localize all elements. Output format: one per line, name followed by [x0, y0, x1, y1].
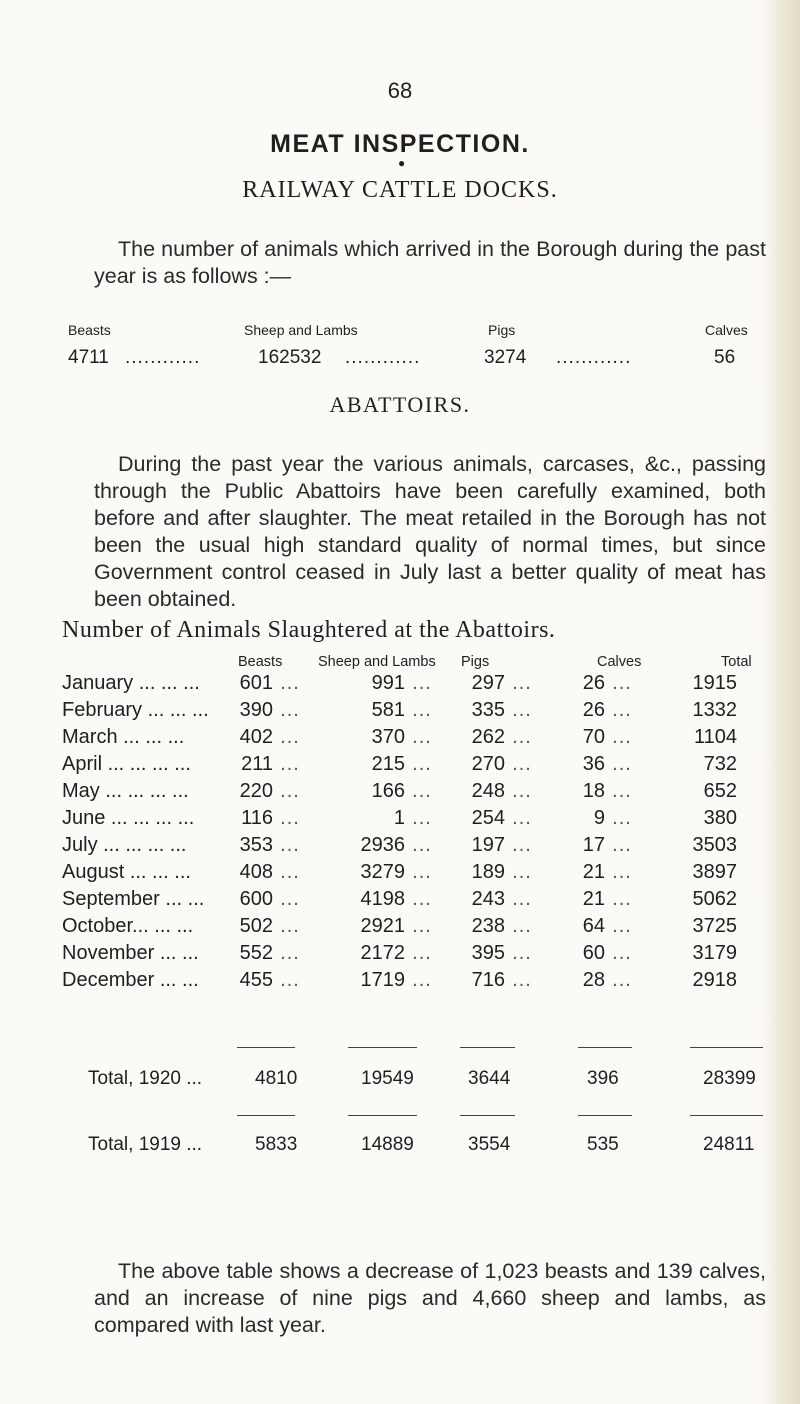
cell-sheep: 2172 — [360, 942, 405, 964]
month-label: August ... ... ... — [62, 861, 191, 883]
column-header-pigs: Pigs — [461, 654, 490, 670]
leader-dots: ... — [280, 942, 300, 964]
page-number: 68 — [387, 78, 413, 103]
cell-calves: 70 — [582, 726, 605, 748]
month-label: June ... ... ... ... — [62, 807, 195, 829]
table-row — [62, 670, 737, 697]
cell-total: 652 — [703, 780, 737, 802]
column-header-beasts: Beasts — [238, 654, 283, 670]
cell-calves: 36 — [582, 753, 605, 775]
month-label: September ... ... — [62, 888, 205, 910]
total-1920-sheep: 19549 — [361, 1068, 414, 1089]
cell-pigs: 243 — [471, 888, 505, 910]
leader-dots: ... — [412, 726, 432, 748]
total-rule — [237, 1047, 295, 1048]
table-title — [62, 617, 762, 644]
arrivals-header-pigs: Pigs — [488, 322, 516, 338]
total-rule — [690, 1047, 763, 1048]
total-rule — [690, 1115, 763, 1116]
total-1919-calves: 535 — [587, 1134, 619, 1155]
table-row — [62, 778, 737, 805]
table-row — [62, 940, 737, 967]
arrivals-header-beasts: Beasts — [68, 322, 111, 338]
table-row — [62, 886, 737, 913]
intro-paragraph: The number of animals which arrived in the Borough during the past year is as follows :— — [94, 237, 766, 288]
leader-dots: ... — [280, 726, 300, 748]
cell-total: 3897 — [692, 861, 737, 883]
cell-beasts: 408 — [239, 861, 273, 883]
leader-dots: ... — [512, 753, 532, 775]
cell-beasts: 116 — [241, 807, 273, 829]
leader-dots: ... — [280, 807, 300, 829]
leader-dots: ... — [280, 780, 300, 802]
leader-dots: ... — [512, 699, 532, 721]
table-row — [62, 832, 737, 859]
total-1920-label: Total, 1920 ... — [88, 1068, 203, 1089]
arrivals-value-beasts: 4711 — [68, 347, 109, 368]
column-header-sheep: Sheep and Lambs — [318, 654, 436, 670]
leader-dots: ... — [612, 861, 632, 883]
cell-sheep: 1 — [393, 807, 405, 829]
cell-pigs: 395 — [471, 942, 505, 964]
leader-dots: ............ — [125, 347, 201, 368]
arrivals-header-sheep: Sheep and Lambs — [244, 322, 358, 338]
slaughter-table — [62, 670, 737, 994]
leader-dots: ... — [412, 807, 432, 829]
cell-sheep: 2921 — [360, 915, 405, 937]
abattoirs-paragraph: During the past year the various animals, carcases, &c., passing through the Public Abattoirs have been carefully examined, both before and after slaughter. The meat retailed in the Borough has not been the usual high standard quality of normal times, but since Government control ceased in July last a better quality of meat has been obtained. — [94, 452, 766, 611]
month-label: October... ... ... — [62, 915, 194, 937]
leader-dots: ... — [280, 969, 300, 991]
leader-dots: ... — [512, 834, 532, 856]
leader-dots: ... — [612, 672, 632, 694]
cell-total: 3503 — [692, 834, 737, 856]
month-label: May ... ... ... ... — [62, 780, 189, 802]
cell-calves: 21 — [582, 861, 605, 883]
leader-dots: ... — [512, 969, 532, 991]
leader-dots: ... — [512, 942, 532, 964]
total-1919-sheep: 14889 — [361, 1134, 414, 1155]
leader-dots: ... — [280, 834, 300, 856]
cell-total: 3725 — [692, 915, 737, 937]
cell-sheep: 166 — [371, 780, 405, 802]
leader-dots: ... — [412, 969, 432, 991]
leader-dots: ... — [512, 780, 532, 802]
cell-total: 1104 — [693, 726, 737, 748]
leader-dots: ... — [512, 915, 532, 937]
total-1920-beasts: 4810 — [255, 1068, 298, 1089]
cell-pigs: 335 — [471, 699, 505, 721]
leader-dots: ... — [412, 780, 432, 802]
table-row — [62, 724, 737, 751]
cell-sheep: 3279 — [360, 861, 405, 883]
leader-dots: ... — [612, 726, 632, 748]
month-label: January ... ... ... — [62, 672, 200, 694]
total-1919-pigs: 3554 — [468, 1134, 511, 1155]
section-heading-railway: RAILWAY CATTLE DOCKS. — [242, 177, 558, 203]
total-rule — [578, 1115, 632, 1116]
cell-calves: 64 — [582, 915, 605, 937]
leader-dots: ... — [412, 888, 432, 910]
leader-dots: ... — [412, 942, 432, 964]
cell-pigs: 297 — [471, 672, 505, 694]
cell-total: 732 — [703, 753, 737, 775]
cell-pigs: 197 — [471, 834, 505, 856]
leader-dots: ... — [612, 888, 632, 910]
leader-dots: ... — [412, 834, 432, 856]
leader-dots: ... — [280, 915, 300, 937]
page-edge-shadow — [762, 0, 800, 1404]
cell-pigs: 716 — [471, 969, 505, 991]
leader-dots: ... — [512, 726, 532, 748]
cell-beasts: 353 — [239, 834, 273, 856]
leader-dots: ... — [412, 672, 432, 694]
total-rule — [237, 1115, 295, 1116]
arrivals-header-calves: Calves — [705, 322, 748, 338]
cell-total: 5062 — [692, 888, 737, 910]
cell-sheep: 581 — [371, 699, 405, 721]
leader-dots: ............ — [345, 347, 421, 368]
total-1920-calves: 396 — [587, 1068, 619, 1089]
cell-beasts: 455 — [239, 969, 273, 991]
cell-sheep: 2936 — [360, 834, 405, 856]
cell-sheep: 1719 — [360, 969, 405, 991]
total-rule — [460, 1115, 515, 1116]
leader-dots: ... — [280, 888, 300, 910]
month-label: April ... ... ... ... — [62, 753, 191, 775]
total-1919-label: Total, 1919 ... — [88, 1134, 203, 1155]
cell-total: 2918 — [692, 969, 737, 991]
total-1919-beasts: 5833 — [255, 1134, 298, 1155]
table-row — [62, 913, 737, 940]
table-title-text: Number of Animals Slaughtered at the Abattoirs. — [62, 617, 556, 643]
total-rule — [348, 1115, 417, 1116]
leader-dots: ... — [512, 888, 532, 910]
total-rule — [348, 1047, 417, 1048]
leader-dots: ... — [412, 753, 432, 775]
column-header-total: Total — [721, 654, 752, 670]
table-row — [62, 967, 737, 994]
month-label: July ... ... ... ... — [62, 834, 187, 856]
conclusion-paragraph: The above table shows a decrease of 1,023 beasts and 139 calves, and an increase of nine pigs and 4,660 sheep and lambs, as compared with last year. — [94, 1259, 766, 1337]
month-label: December ... ... — [62, 969, 199, 991]
column-header-calves: Calves — [597, 654, 642, 670]
cell-sheep: 991 — [371, 672, 405, 694]
cell-beasts: 502 — [239, 915, 273, 937]
cell-sheep: 370 — [371, 726, 405, 748]
cell-beasts: 211 — [241, 753, 273, 775]
cell-total: 380 — [703, 807, 737, 829]
cell-pigs: 262 — [471, 726, 505, 748]
cell-pigs: 248 — [471, 780, 505, 802]
cell-beasts: 402 — [239, 726, 273, 748]
leader-dots: ... — [512, 672, 532, 694]
month-label: February ... ... ... — [62, 699, 209, 721]
total-rule — [460, 1047, 515, 1048]
cell-total: 1915 — [692, 672, 737, 694]
table-row — [62, 859, 737, 886]
cell-beasts: 600 — [239, 888, 273, 910]
cell-total: 1332 — [692, 699, 737, 721]
total-1920-total: 28399 — [703, 1068, 756, 1089]
cell-calves: 17 — [582, 834, 605, 856]
leader-dots: ... — [280, 699, 300, 721]
leader-dots: ... — [280, 861, 300, 883]
leader-dots: ... — [612, 942, 632, 964]
section-heading-abattoirs: ABATTOIRS. — [329, 392, 471, 417]
leader-dots: ... — [612, 834, 632, 856]
cell-calves: 28 — [582, 969, 605, 991]
total-1920-pigs: 3644 — [468, 1068, 511, 1089]
cell-beasts: 220 — [239, 780, 273, 802]
page-title: MEAT INSPECTION. — [270, 130, 530, 158]
arrivals-value-calves: 56 — [714, 347, 736, 368]
cell-beasts: 552 — [239, 942, 273, 964]
cell-calves: 9 — [593, 807, 605, 829]
bullet-dot-icon: ● — [398, 156, 406, 170]
arrivals-value-pigs: 3274 — [484, 347, 527, 368]
leader-dots: ... — [412, 915, 432, 937]
month-label: November ... ... — [62, 942, 199, 964]
cell-calves: 26 — [582, 699, 605, 721]
table-row — [62, 805, 737, 832]
leader-dots: ... — [612, 753, 632, 775]
cell-calves: 21 — [582, 888, 605, 910]
leader-dots: ... — [612, 915, 632, 937]
leader-dots: ... — [412, 699, 432, 721]
leader-dots: ... — [612, 699, 632, 721]
cell-sheep: 4198 — [360, 888, 405, 910]
total-rule — [578, 1047, 632, 1048]
total-1919-total: 24811 — [703, 1134, 755, 1155]
cell-pigs: 238 — [471, 915, 505, 937]
arrivals-value-sheep: 162532 — [258, 347, 322, 368]
leader-dots: ... — [612, 969, 632, 991]
cell-beasts: 390 — [239, 699, 273, 721]
leader-dots: ... — [512, 807, 532, 829]
leader-dots: ... — [612, 780, 632, 802]
cell-pigs: 189 — [471, 861, 505, 883]
cell-calves: 26 — [582, 672, 605, 694]
cell-pigs: 254 — [471, 807, 505, 829]
cell-beasts: 601 — [239, 672, 273, 694]
leader-dots: ... — [512, 861, 532, 883]
cell-total: 3179 — [692, 942, 737, 964]
leader-dots: ............ — [556, 347, 632, 368]
table-row — [62, 697, 737, 724]
leader-dots: ... — [280, 672, 300, 694]
leader-dots: ... — [280, 753, 300, 775]
leader-dots: ... — [612, 807, 632, 829]
cell-calves: 60 — [582, 942, 605, 964]
cell-calves: 18 — [582, 780, 605, 802]
month-label: March ... ... ... — [62, 726, 185, 748]
cell-pigs: 270 — [471, 753, 505, 775]
table-row — [62, 751, 737, 778]
cell-sheep: 215 — [371, 753, 405, 775]
leader-dots: ... — [412, 861, 432, 883]
